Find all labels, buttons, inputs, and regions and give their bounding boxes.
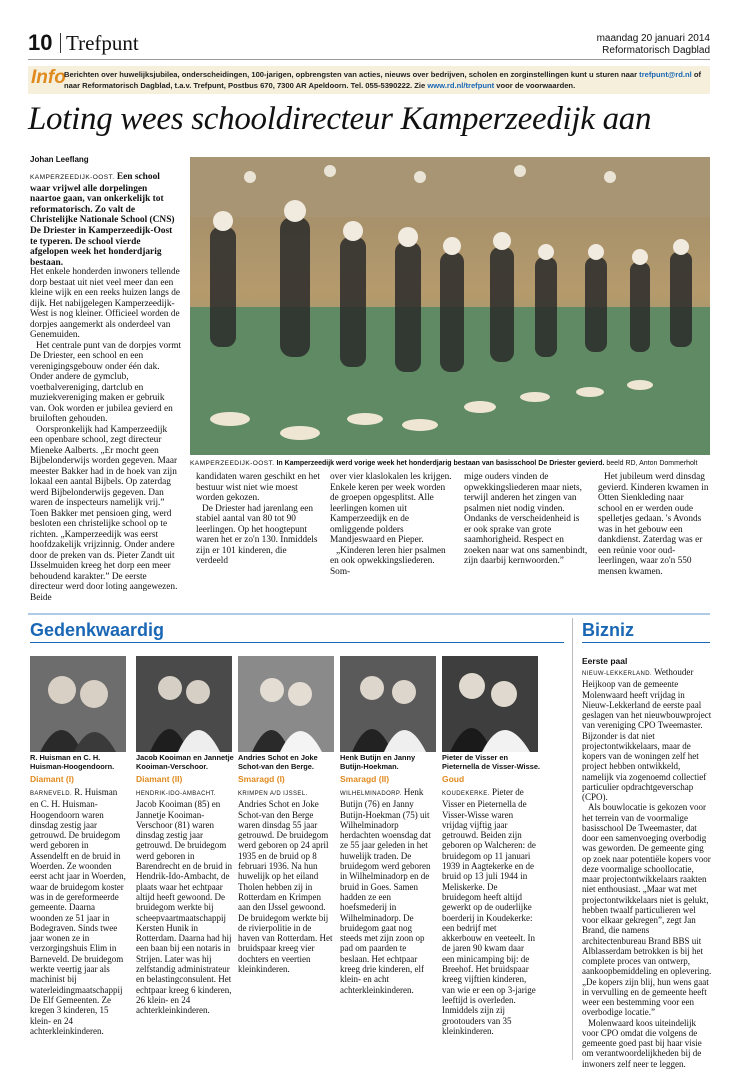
bizniz-title: Bizniz <box>582 620 634 640</box>
article-lead <box>30 172 180 268</box>
anniversary-text <box>136 787 232 1016</box>
anniversary-body: R. Huisman en C. H. Huisman-Hoogendoorn waren dinsdag zestig jaar getrouwd. De bruidegom werd geboren in Assendelft en de bruid in Woerden. Ze woonden eerst acht jaar in Woerden, waar de bruidegom koster was in de gereformeerde gemeente. Daarna woonden ze 51 jaar in Bodegraven. Sinds twee jaar wonen ze in verzorgingshuis Elim in Barneveld. De bruidegom werkte veertig jaar als machinist bij waterleidingmaatschappij De Elf Gemeenten. Ze kregen 3 kinderen, 15 klein- en 24 achterkleinkinderen. <box>30 787 126 1036</box>
article-headline: Loting wees schooldirecteur Kamperzeedijk aan <box>28 101 652 137</box>
bizniz-heading: Eerste paal <box>582 656 628 666</box>
photo-credit: beeld RD, Anton Dommerholt <box>606 460 698 467</box>
column-divider <box>572 618 573 1060</box>
bizniz-place: NIEUW-LEKKERLAND. <box>582 671 653 677</box>
article-column-1 <box>30 267 182 603</box>
gedenkwaardig-title: Gedenkwaardig <box>30 620 165 640</box>
header-rule <box>28 59 710 60</box>
anniversary-type: Diamant (II) <box>136 774 183 784</box>
section-name: Trefpunt <box>66 31 139 55</box>
article-column-5 <box>598 472 710 577</box>
couple-photo <box>238 656 334 752</box>
article-paragraph: De Driester had jarenlang een stabiel aantal van 80 tot 90 leerlingen. Op het hoogtepunt waren het er zo'n 130. Inmiddels zijn er 101 kinderen, die verdeeld <box>196 503 318 566</box>
couple-names: Henk Butijn en Janny Butijn-Hoekman. <box>340 753 416 771</box>
couple-photo-image <box>30 656 126 752</box>
info-url-link[interactable]: www.rd.nl/trefpunt <box>427 81 495 90</box>
article-paragraph: kandidaten waren geschikt en het bestuur wist niet wie moest worden gekozen. <box>196 472 320 503</box>
anniversary-type: Goud <box>442 774 465 784</box>
bizniz-paragraph <box>582 667 712 802</box>
couple-photo <box>136 656 232 752</box>
caption-place: KAMPERZEEDIJK-OOST. <box>190 460 275 467</box>
article-lead-text: Een school waar vrijwel alle dorpelingen naartoe gaan, van onkerkelijk tot reformatorisch. Zo valt de Christelijke Nationale School (CNS) De Driester in Kamperzeedijk-Oost te typeren. De school vierde afgelopen week het honderdjarig bestaan. <box>30 172 175 268</box>
article-paragraph: over vier klaslokalen les krijgen. Enkele keren per week worden de groepen opgesplitst. Alle leerlingen komen uit Kamperzeedijk en de omliggende polders Mandjeswaard en Pieper. <box>330 472 452 545</box>
bizniz-underline <box>582 642 710 643</box>
article-paragraph: Oorspronkelijk had Kamperzeedijk een openbare school, zegt directeur Mieneke Aalberts. „Er mocht geen Bijbelonderwijs worden gegeven. Maar meester Bakker had in de hoek van zijn lokaal een aantal Bijbels. Op zaterdag werd Bijbelonderwijs gegeven. Dan waren de inspecteurs namelijk vrij.” Toen Bakker met pensioen ging, werd besloten een christelijke school op te richten. „Kamperzeedijk was eerst hoofdzakelijk vrijzinnig. Onder andere door de preken van ds. Pieter Zandt uit IJsselmuiden kreeg het dorp een meer behoudend karakter.” De eerste directeur werd door loting aangewezen. Beide <box>30 424 178 603</box>
couple-names: Andries Schot en Joke Schot-van den Berge. <box>238 753 318 771</box>
article-column-3 <box>330 472 454 577</box>
section-top-rule <box>28 613 710 615</box>
anniversary-place: KOUDEKERKE. <box>442 791 490 797</box>
header-date-block <box>597 33 710 57</box>
info-text-part3: voor de voorwaarden. <box>494 81 576 90</box>
article-paragraph: Het centrale punt van de dorpjes vormt De Driester, een school en een verenigingsgebouw onder één dak. Onder andere de gymclub, voetbalvereniging, dartclub en muziekvereniging maken er gebruik van. Ook worden er jubilea gevierd en bruiloften gehouden. <box>30 340 182 424</box>
couple-photo-image <box>136 656 232 752</box>
bizniz-text <box>582 667 712 1069</box>
children-dancing-photo <box>190 157 710 455</box>
article-paragraph: „Kinderen leren hier psalmen en ook opwekkingsliederen. Som- <box>330 545 446 577</box>
anniversary-text <box>442 787 538 1036</box>
main-photo <box>190 157 710 455</box>
photo-caption <box>190 459 710 468</box>
couple-photo-image <box>238 656 334 752</box>
article-paragraph: Het jubileum werd dinsdag gevierd. Kinderen kwamen in Otten Sienkleding naar school en er werden oude spelletjes gedaan. 's Avonds was in het gebouw een dankdienst. Zaterdag was er een reünie voor oud-leerlingen, waar zo'n 550 mensen kwamen. <box>598 472 709 577</box>
anniversary-body: Pieter de Visser en Pieternella de Visser-Wisse waren vrijdag vijftig jaar getrouwd. Beiden zijn geboren op Walcheren: de bruidegom op 11 januari 1939 in Aagtekerke en de bruid op 13 juli 1944 in Meliskerke. De bruidegom heeft altijd gewerkt op de ouderlijke boerderij in Koudekerke: een bedrijf met akkerbouw en veeteelt. In de jaren 90 kwam daar een minicamping bij: de Breehof. Het bruidspaar kreeg vijftien kinderen, van wie er een op 3-jarige leeftijd is overleden. Inmiddels zijn zij grootouders van 35 kleinkinderen. <box>442 787 536 1036</box>
anniversary-place: WILHELMINADORP. <box>340 791 402 797</box>
info-box <box>28 66 710 94</box>
anniversary-body: Jacob Kooiman (85) en Jannetje Kooiman-Verschoor (81) waren dinsdag zestig jaar getrouwd. De bruidegom werd geboren in Barendrecht en de bruid in Hendrik-Ido-Ambacht, de plaats waar het echtpaar altijd heeft gewoond. De bruidegom werkte bij scheepvaartmaatschappij Kersten Hunik in Rotterdam. Daarna had hij een baan bij een notaris in Strijen. Later was hij zelfstandig administrateur en belastingconsulent. Het echtpaar kreeg 6 kinderen, 26 klein- en 24 achterkleinkinderen. <box>136 799 232 1016</box>
header-separator <box>60 33 61 53</box>
article-paragraph: Het enkele honderden inwoners tellende dorp bestaat uit niet veel meer dan een kleine wijk en een reeks huizen langs de dijk. Het nabijgelegen Kamperzeedijk-West is nog kleiner. Officieel worden de dorpjes aangemerkt als onderdeel van Genemuiden. <box>30 267 180 340</box>
anniversary-text <box>340 787 436 995</box>
article-column-2 <box>196 472 320 567</box>
issue-date: maandag 20 januari 2014 <box>596 33 710 44</box>
couple-photo <box>442 656 538 752</box>
bizniz-paragraph: Als bouwlocatie is gekozen voor het terrein van de voormalige basisschool De Tweemaster, dat door een samenvoeging overbodig was geworden. De gemeente ging op zoek naar potentiële kopers voor deze voormalige schoollocatie, maar projectontwikkelaars raakten niet enthousiast. „Maar wat met projectontwikkelaars niet is gelukt, hebben twaalf particulieren wel voor elkaar gekregen”, zegt Jan Brand, die namens architectenbureau Brand BBS uit Alblasserdam betrokken is bij het complete proces van ontwerp, aankoopbemiddeling en oplevering. „De kopers zijn blij, hun wens gaat in vervulling en de gemeente heeft weer een bestemming voor een overbodige locatie.” <box>582 802 712 1018</box>
newspaper-name: Reformatorisch Dagblad <box>602 45 710 56</box>
bizniz-paragraph-text: Wethouder Heijkoop van de gemeente Molenwaard heeft vrijdag in Nieuw-Lekkerland de eerste paal geslagen van het nieuwbouwproject van vereniging CPO Tweemaster. Bijzonder is dat niet projectontwikkelaars, maar de kopers van de woningen zelf het project hebben ontwikkeld, namelijk via zogenoemd collectief particulier opdrachtgeverschap (CPO). <box>582 667 712 802</box>
info-text-part2: of naar Reformatorisch Dagblad, t.a.v. Trefpunt, Postbus 670, 7300 AR Apeldoorn. Tel. 055-5390222. Zie <box>64 70 701 90</box>
article-dateline: KAMPERZEEDIJK-OOST. <box>30 174 115 181</box>
couple-photo-image <box>442 656 538 752</box>
anniversary-place: HENDRIK-IDO-AMBACHT. <box>136 791 217 797</box>
couple-photo-image <box>340 656 436 752</box>
anniversary-place: BARNEVELD. <box>30 791 73 797</box>
anniversary-body: Andries Schot en Joke Schot-van den Berge waren dinsdag 55 jaar getrouwd. De bruidegom werd geboren op 24 april 1935 en de bruid op 8 februari 1936. Na hun huwelijk op het eiland Tholen hebben zij in Rotterdam en Krimpen aan den IJssel gewoond. De bruidegom werkte bij de rivierpolitie in de haven van Rotterdam. Het bruidspaar kreeg vier dochters en veertien kleinkinderen. <box>238 799 333 975</box>
anniversary-type: Smaragd (I) <box>238 774 285 784</box>
anniversary-body: Henk Butijn (76) en Janny Butijn-Hoekman (75) uit Wilhelminadorp herdachten woensdag dat ze 55 jaar geleden in het huwelijk traden. De bruidegom werd geboren in Wilhelminadorp en de bruid in Goes. Samen hadden ze een hoefsmederij in Wilhelminadorp. De bruidegom gaat nog steeds met zijn zoon op pad om paarden te beslaan. Het echtpaar kreeg drie kinderen, elf klein- en acht achterkleinkinderen. <box>340 787 431 995</box>
gedenkwaardig-underline <box>30 642 564 643</box>
couple-names: Jacob Kooiman en Jannetje Kooiman-Verschoor. <box>136 753 234 771</box>
article-byline: Johan Leeflang <box>30 155 89 164</box>
anniversary-text <box>238 787 334 974</box>
anniversary-place: KRIMPEN A/D IJSSEL. <box>238 791 308 797</box>
couple-photo <box>340 656 436 752</box>
couple-photo <box>30 656 126 752</box>
info-label: Info <box>31 67 66 88</box>
info-email-link[interactable]: trefpunt@rd.nl <box>639 70 692 79</box>
couple-names: R. Huisman en C. H. Huisman-Hoogendoorn. <box>30 753 115 771</box>
anniversary-type: Smaragd (II) <box>340 774 390 784</box>
article-paragraph: mige ouders vinden de opwekkingsliederen maar niets, terwijl anderen het zingen van psalmen niet nodig vinden. Ondanks de verscheidenheid is er ook sprake van grote saamhorigheid. Respect en zoeken naar wat ons samenbindt, zijn daarbij kernwoorden.” <box>464 472 588 566</box>
article-column-4 <box>464 472 588 567</box>
page-number: 10 <box>28 30 53 55</box>
anniversary-text <box>30 787 126 1036</box>
info-text <box>64 69 706 91</box>
anniversary-type: Diamant (I) <box>30 774 74 784</box>
caption-text: In Kamperzeedijk werd vorige week het honderdjarig bestaan van basisschool De Driester gevierd. <box>274 460 605 467</box>
info-text-part1: Berichten over huwelijksjubilea, onderscheidingen, 100-jarigen, opbrengsten van acties, nieuws over bedrijven, scholen en zorginstellingen kunt u sturen naar <box>64 70 640 79</box>
couple-names: Pieter de Visser en Pieternella de Visser-Wisse. <box>442 753 540 771</box>
bizniz-paragraph: Molenwaard koos uiteindelijk voor CPO omdat die volgens de gemeente goed past bij haar visie om verantwoordelijkheden bij de inwoners zelf neer te leggen. <box>582 1017 702 1069</box>
